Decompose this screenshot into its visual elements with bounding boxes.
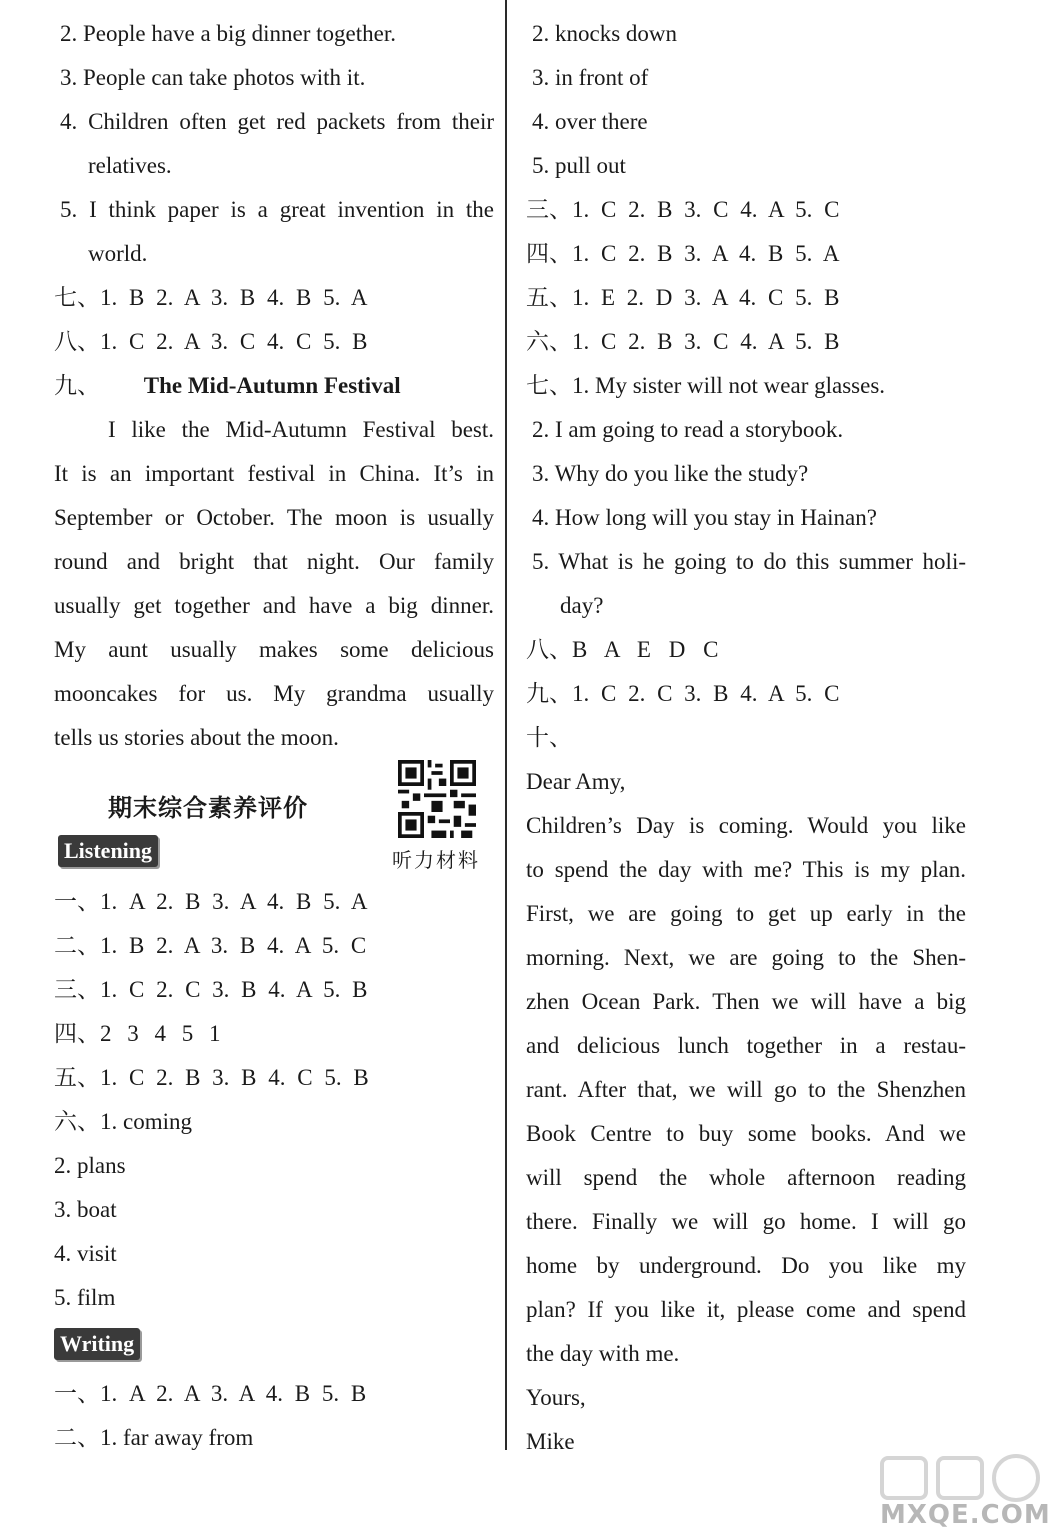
- letter-line: zhen Ocean Park. Then we will have a big: [526, 989, 966, 1014]
- answer-line: 五、1. E 2. D 3. A 4. C 5. B: [526, 285, 840, 310]
- answer-line: 4. visit: [54, 1241, 117, 1266]
- letter-line: Book Centre to buy some books. And we: [526, 1121, 966, 1146]
- answer-line: 三、1. C 2. B 3. C 4. A 5. C: [526, 197, 840, 222]
- essay-line: My aunt usually makes some delicious: [54, 637, 494, 662]
- answer-line: 4. over there: [532, 109, 648, 134]
- answer-line: 九、1. C 2. C 3. B 4. A 5. C: [526, 681, 840, 706]
- answer-line: 六、1. coming: [54, 1109, 192, 1134]
- letter-closing: Yours,: [526, 1385, 586, 1410]
- essay-line: September or October. The moon is usually: [54, 505, 494, 530]
- answer-line: 2. knocks down: [532, 21, 678, 46]
- answer-line: relatives.: [88, 153, 172, 178]
- answer-line: 十、: [526, 725, 572, 750]
- answer-line: 七、1. My sister will not wear glasses.: [526, 373, 886, 398]
- essay-line: usually get together and have a big dinner.: [54, 593, 494, 618]
- essay-line: mooncakes for us. My grandma usually: [54, 681, 494, 706]
- letter-line: rant. After that, we will go to the Shenzhen: [526, 1077, 966, 1102]
- answer-line: 2. I am going to read a storybook.: [532, 417, 844, 442]
- answer-line: 三、1. C 2. C 3. B 4. A 5. B: [54, 977, 368, 1002]
- answer-line: 5. pull out: [532, 153, 626, 178]
- answer-line: 5. film: [54, 1285, 116, 1310]
- qr-code-icon: [398, 760, 476, 838]
- answer-line: 2. People have a big dinner together.: [60, 21, 396, 46]
- left-column: [54, 12, 494, 760]
- letter-line: First, we are going to get up early in the: [526, 901, 966, 926]
- writing-answers: [54, 1372, 494, 1460]
- answer-line: world.: [88, 241, 148, 266]
- essay-line: tells us stories about the moon.: [54, 725, 339, 750]
- letter-line: to spend the day with me? This is my plan.: [526, 857, 966, 882]
- essay-title: The Mid-Autumn Festival: [143, 373, 401, 398]
- answer-line: 4. Children often get red packets from their: [60, 109, 494, 134]
- column-divider: [505, 0, 507, 1450]
- answer-line: 5. I think paper is a great invention in the: [60, 197, 494, 222]
- answer-line: 3. in front of: [532, 65, 649, 90]
- letter-line: will spend the whole afternoon reading: [526, 1165, 966, 1190]
- qr-code-label: 听力材料: [392, 848, 480, 872]
- answer-line: 3. People can take photos with it.: [60, 65, 366, 90]
- letter-line: plan? If you like it, please come and spend: [526, 1297, 966, 1322]
- answer-line: 3. boat: [54, 1197, 117, 1222]
- letter-line: and delicious lunch together in a restau-: [526, 1033, 966, 1058]
- essay-line: round and bright that night. Our family: [54, 549, 494, 574]
- answer-line: 四、2 3 4 5 1: [54, 1021, 221, 1046]
- answer-line: 八、B A E D C: [526, 637, 719, 662]
- answer-line-q7: 七、1. B 2. A 3. B 4. B 5. A: [54, 285, 368, 310]
- answer-line: 一、1. A 2. A 3. A 4. B 5. B: [54, 1381, 367, 1406]
- letter-line: morning. Next, we are going to the Shen-: [526, 945, 966, 970]
- answer-line: 六、1. C 2. B 3. C 4. A 5. B: [526, 329, 840, 354]
- answer-line: 4. How long will you stay in Hainan?: [532, 505, 877, 530]
- listening-answers: [54, 880, 494, 1320]
- essay-line: I like the Mid-Autumn Festival best.: [108, 417, 494, 442]
- essay-question-number: 九、: [54, 373, 100, 398]
- answer-line: day?: [560, 593, 604, 618]
- answer-line-q8: 八、1. C 2. A 3. C 4. C 5. B: [54, 329, 368, 354]
- essay-line: It is an important festival in China. It’s in: [54, 461, 494, 486]
- answer-line: 3. Why do you like the study?: [532, 461, 809, 486]
- answer-line: 五、1. C 2. B 3. B 4. C 5. B: [54, 1065, 369, 1090]
- writing-section-badge: Writing: [54, 1328, 140, 1360]
- answer-line: 四、1. C 2. B 3. A 4. B 5. A: [526, 241, 840, 266]
- letter-line: there. Finally we will go home. I will go: [526, 1209, 966, 1234]
- answer-line: 2. plans: [54, 1153, 126, 1178]
- essay-heading: [54, 364, 494, 408]
- letter-signature: Mike: [526, 1429, 575, 1454]
- answer-line: 二、1. far away from: [54, 1425, 254, 1450]
- exam-section-title: 期末综合素养评价: [108, 794, 308, 822]
- watermark-text: MXQE.COM: [880, 1500, 1051, 1530]
- letter-line: the day with me.: [526, 1341, 680, 1366]
- letter-line: home by underground. Do you like my: [526, 1253, 966, 1278]
- letter-line: Children’s Day is coming. Would you like: [526, 813, 966, 838]
- answer-line: 5. What is he going to do this summer holi-: [532, 549, 966, 574]
- answer-line: 一、1. A 2. B 3. A 4. B 5. A: [54, 889, 368, 914]
- letter-greeting: Dear Amy,: [526, 769, 626, 794]
- right-column: [526, 12, 966, 1464]
- answer-line: 二、1. B 2. A 3. B 4. A 5. C: [54, 933, 367, 958]
- listening-section-badge: Listening: [58, 835, 158, 867]
